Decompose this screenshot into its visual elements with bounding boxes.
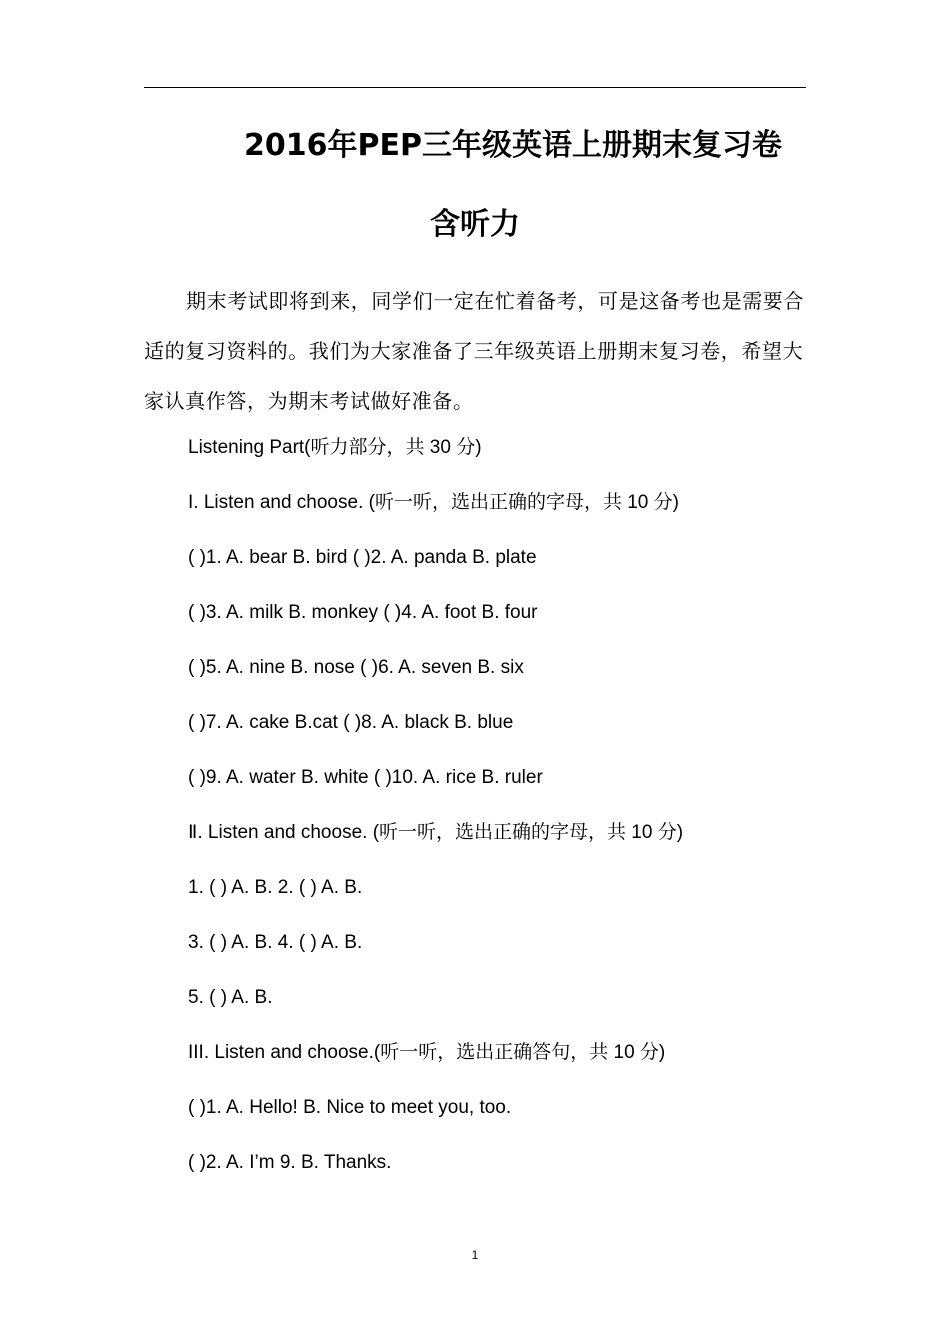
header-rule (144, 87, 806, 88)
question-line: ( )3. A. milk B. monkey ( )4. A. foot B. four (188, 602, 538, 623)
part-three-heading: III. Listen and choose.(听一听，选出正确答句，共 10 分) (188, 1042, 666, 1063)
question-line: ( )1. A. Hello! B. Nice to meet you, too. (188, 1097, 512, 1118)
question-line: 3. ( ) A. B. 4. ( ) A. B. (188, 932, 363, 953)
intro-paragraph: 期末考试即将到来，同学们一定在忙着备考，可是这备考也是需要合适的复习资料的。我们为大家准备了三年级英语上册期末复习卷，希望大家认真作答，为期末考试做好准备。 (144, 289, 804, 413)
part-two-heading: Ⅱ. Listen and choose. (听一听，选出正确的字母，共 10 分) (188, 822, 684, 843)
question-line: 5. ( ) A. B. (188, 987, 273, 1008)
question-line: ( )1. A. bear B. bird ( )2. A. panda B. plate (188, 547, 537, 568)
page-number: 1 (471, 1248, 479, 1262)
question-line: ( )7. A. cake B.cat ( )8. A. black B. blue (188, 712, 514, 733)
part-one-heading: I. Listen and choose. (听一听，选出正确的字母，共 10 分) (188, 492, 679, 513)
document-subtitle: 含听力 (430, 207, 520, 242)
question-line: ( )9. A. water B. white ( )10. A. rice B. ruler (188, 767, 543, 788)
question-line: ( )5. A. nine B. nose ( )6. A. seven B. six (188, 657, 524, 678)
listening-section-heading: Listening Part(听力部分，共 30 分) (188, 437, 482, 458)
document-title: 2016年PEP三年级英语上册期末复习卷 (244, 128, 782, 163)
question-line: ( )2. A. I’m 9. B. Thanks. (188, 1152, 392, 1173)
question-line: 1. ( ) A. B. 2. ( ) A. B. (188, 877, 363, 898)
